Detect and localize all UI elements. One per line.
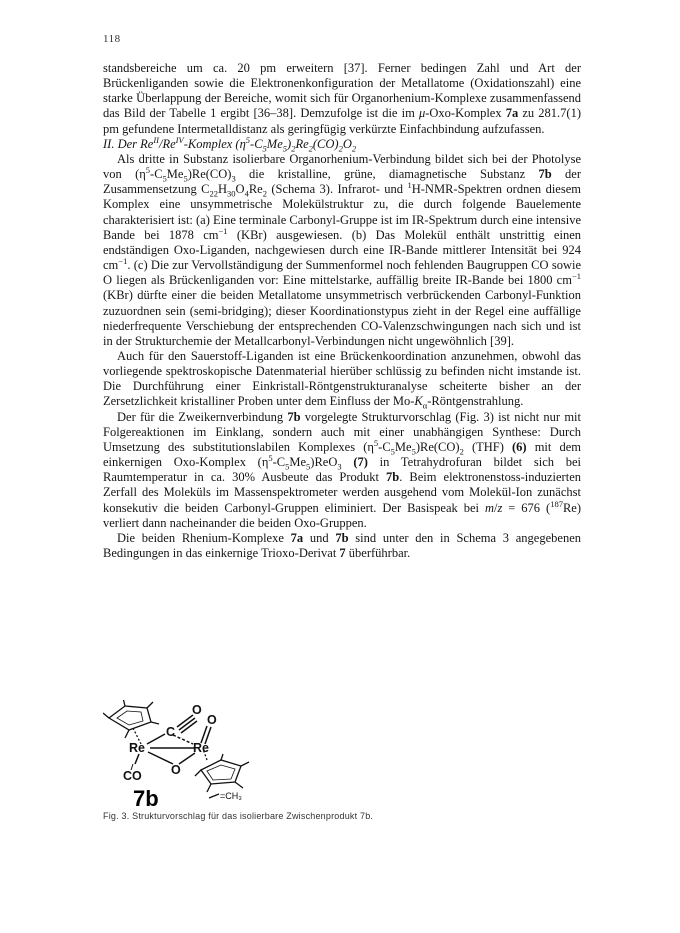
paragraph-2: Als dritte in Substanz isolierbare Organorhenium-Verbindung bildet sich bei der Photolyse von $(\eta^5-C_5Me_5)Re(CO)_3$ die kristalline, grüne, diamagnetische Substanz 7b der Zusammensetzung $C_{22}H_{30}O_4Re_2$ (Schema 3). Infrarot- und $^1$H-NMR-Spektren ordnen diesem Komplex eine unsymmetrische Molekülstruktur zu, die durch folgende Bauelemente charakterisiert ist: (a) Eine terminale Carbonyl-Gruppe ist im IR-Spektrum durch eine intensive Bande bei 1878 $cm^{-1}$ (KBr) ausgewiesen. (b) Das Molekül enthält unstrittig einen endständigen Oxo-Liganden, nachgewiesen durch eine IR-Bande mittlerer Intensität bei 924 $cm^{-1}$. (c) Die zur Vervollständigung der Summenformel noch fehlenden Baugruppen CO sowie O liegen als Brückenliganden vor: Eine mittelstarke, auffällig breite IR-Bande bei 1800 $cm^{-1}$ (KBr) dürfte einer die beiden Metallatome unsymmetrisch verbrückenden Carbonyl-Funktion zuzuordnen sein (semi-bridging); dieser Koordinationstypus zieht in der Regel eine auffällige niederfrequente Verschiebung der entsprechenden CO-Valenzschwingungen nach sich und ist in der Strukturchemie der Metallcarbonyl-Verbindungen nicht ungewöhnlich [39]. xyxy=(103,151,581,348)
paragraph-1: standsbereiche um ca. 20 pm erweitern [37]. Ferner bedingen Zahl und Art der Brückenliganden sowie die Elektronenkonfiguration der Metallatome (Oxidationszahl) eine starke Überlappung der Bereiche, womit sich für Organorhenium-Komplexe zusammenfassend das Bild der Tabelle 1 ergibt [36–38]. Demzufolge ist die im μ-Oxo-Komplex 7a zu 281.7(1) pm gefundene Intermetalldistanz als geringfügig verkürzte Einfachbindung aufzufassen. xyxy=(103,61,581,136)
atom-oxygen-bridge: O xyxy=(171,763,181,777)
paragraph-4: Der für die Zweikernverbindung 7b vorgelegte Strukturvorschlag (Fig. 3) ist nicht nur mit Folgereaktionen im Einklang, sondern auch mit einer unabhängigen Synthese: Durch Umsetzung des substitutionslabilen Komplexes $(\eta^5-C_5Me_5)Re(CO)_2$ (THF) (6) mit dem einkernigen Oxo-Komplex $(\eta^5-C_5Me_5)ReO_3$ (7) in Tetrahydrofuran bildet sich bei Raumtemperatur in ca. 30% Ausbeute das Produkt 7b. Beim elektronenstoss-induzierten Zerfall des Moleküls im Massenspektrometer werden ausgehend vom Molekül-Ion zunächst konsekutiv die beiden Carbonyl-Gruppen eliminiert. Der Basispeak bei m/z = 676 ($^{187}$Re) verliert dann nacheinander die beiden Oxo-Gruppen. xyxy=(103,409,581,530)
compound-label: 7b xyxy=(133,786,159,810)
atom-oxygen-top: O xyxy=(192,703,202,717)
re-c-bond xyxy=(147,734,165,744)
semi-bridge-bond xyxy=(173,735,193,744)
atom-re-right: Re xyxy=(193,741,209,755)
cp-ring-right xyxy=(195,749,249,792)
paragraph-3: Auch für den Sauerstoff-Liganden ist eine Brückenkoordination anzunehmen, obwohl das vorliegende spektroskopische Datenmaterial hierüber schlüssig zu befinden nicht imstande ist. Die Durchführung einer Einkristall-Röntgenstrukturanalyse scheiterte bisher an der Zersetzlichkeit kristalliner Proben unter dem Einfluss der $Mo-K_\alpha$-Röntgenstrahlung. xyxy=(103,348,581,411)
structure-figure xyxy=(103,700,303,810)
methyl-legend-text: =CH₃ xyxy=(220,791,242,801)
figure-caption: Fig. 3. Strukturvorschlag für das isolierbare Zwischenprodukt 7b. xyxy=(103,811,374,821)
bridge-o-bond-left xyxy=(148,752,173,764)
cp-ring-left xyxy=(103,700,159,744)
atom-carbon: C xyxy=(166,725,176,739)
atom-re-left: Re xyxy=(129,741,145,755)
section-heading: II. Der $Re^{II}/Re^{IV}$-Komplex $(\eta^5-C_5Me_5)_2Re_2(CO)_2O_2$ xyxy=(103,134,357,154)
paragraph-5: Die beiden Rhenium-Komplexe 7a und 7b sind unter den in Schema 3 angegebenen Bedingungen in das einkernige Trioxo-Derivat 7 überführbar. xyxy=(103,530,582,560)
body-text xyxy=(103,61,581,561)
atom-oxygen-terminal: O xyxy=(207,713,217,727)
structure-drawing xyxy=(103,700,303,810)
methyl-legend xyxy=(209,791,242,801)
re-co-bond xyxy=(135,754,139,764)
page-number: 118 xyxy=(103,33,121,45)
atom-co: CO xyxy=(123,769,142,783)
